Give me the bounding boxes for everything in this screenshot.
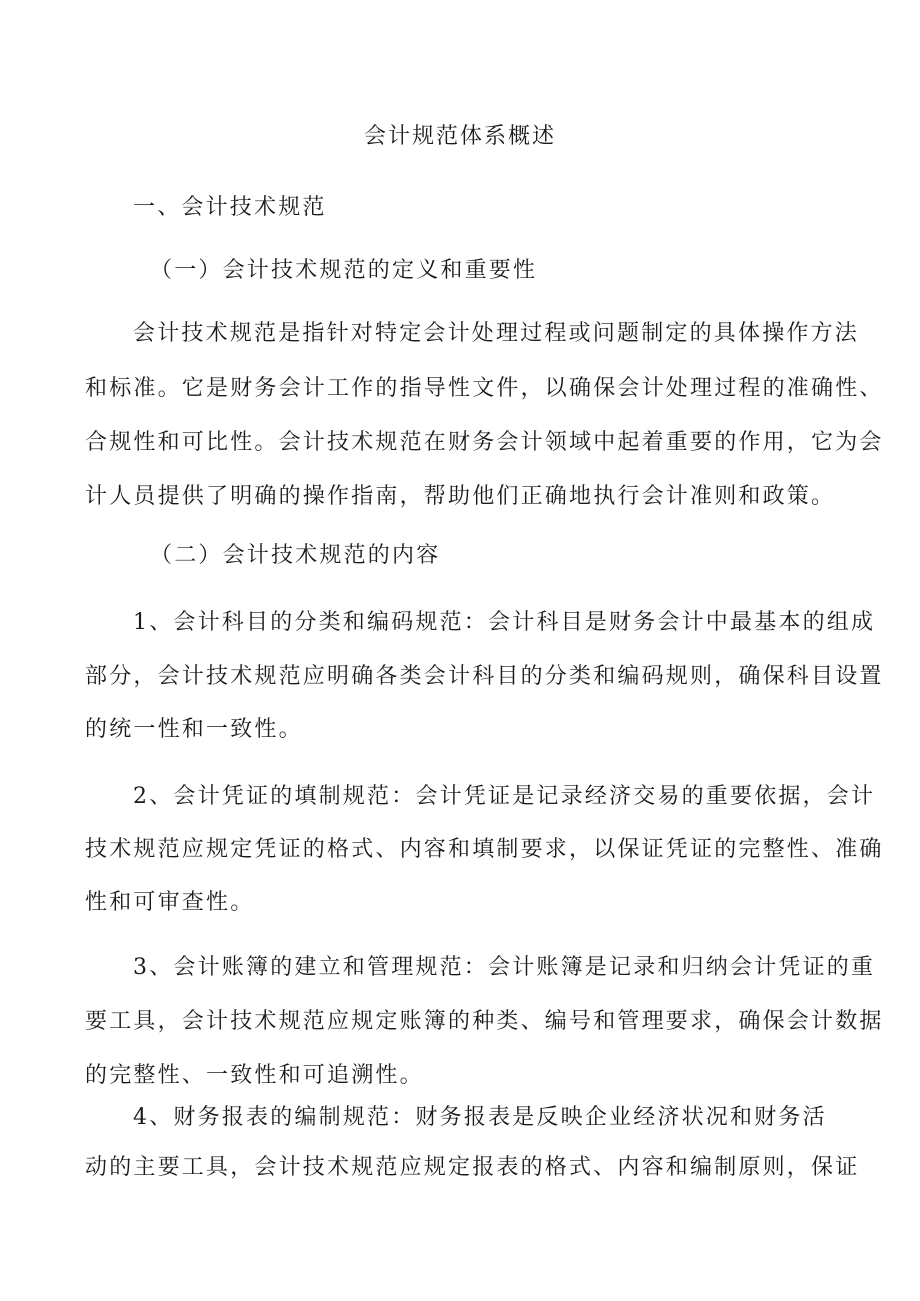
list-item-line: 的完整性、一致性和可追溯性。 [85,1063,424,1088]
list-item-line: 4、财务报表的编制规范：财务报表是反映企业经济状况和财务活 [133,1105,827,1130]
list-item-line: 2、会计凭证的填制规范：会计凭证是记录经济交易的重要依据，会计 [133,784,876,809]
list-item-line: 1、会计科目的分类和编码规范：会计科目是财务会计中最基本的组成 [133,610,876,635]
list-item-line: 3、会计账簿的建立和管理规范：会计账簿是记录和归纳会计凭证的重 [133,955,876,980]
paragraph-line: 会计技术规范是指针对特定会计处理过程或问题制定的具体操作方法 [133,321,860,346]
paragraph-line: 计人员提供了明确的操作指南，帮助他们正确地执行会计准则和政策。 [85,484,836,509]
document-title: 会计规范体系概述 [363,124,556,149]
list-item-line: 技术规范应规定凭证的格式、内容和填制要求，以保证凭证的完整性、准确 [85,837,884,862]
list-item-line: 要工具，会计技术规范应规定账簿的种类、编号和管理要求，确保会计数据 [85,1009,884,1034]
paragraph-line: 和标准。它是财务会计工作的指导性文件，以确保会计处理过程的准确性、 [85,376,884,401]
list-item-line: 部分，会计技术规范应明确各类会计科目的分类和编码规则，确保科目设置 [85,664,884,689]
subsection-heading: （一）会计技术规范的定义和重要性 [150,258,538,283]
subsection-heading: （二）会计技术规范的内容 [150,543,441,568]
list-item-line: 的统一性和一致性。 [85,717,303,742]
list-item-line: 动的主要工具，会计技术规范应规定报表的格式、内容和编制原则，保证 [85,1155,860,1180]
list-item-line: 性和可审查性。 [85,890,255,915]
section-heading: 一、会计技术规范 [133,195,327,220]
paragraph-line: 合规性和可比性。会计技术规范在财务会计领域中起着重要的作用，它为会 [85,430,884,455]
